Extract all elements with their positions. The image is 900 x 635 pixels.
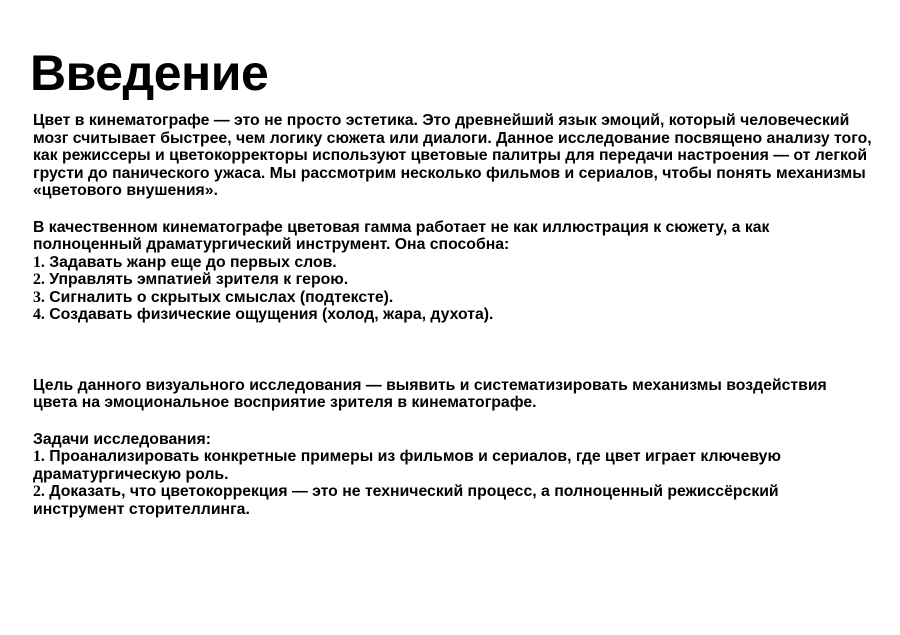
slide-content — [30, 112, 873, 518]
list-item — [33, 448, 873, 483]
list-item — [33, 483, 873, 518]
list-item-number: 1. — [33, 253, 45, 271]
intro-paragraph: Цвет в кинематографе — это не просто эстетика. Это древнейший язык эмоций, который человеческий мозг считывает быстрее, чем логику сюжета или диалоги. Данное исследование посвящено анализу того, как режиссеры и цветокорректоры используют цветовые палитры для передачи настроения — от легкой грусти до панического ужаса. Мы рассмотрим несколько фильмов и сериалов, чтобы понять механизмы «цветового внушения». — [33, 112, 872, 199]
list-item — [33, 289, 873, 307]
tasks-heading: Задачи исследования: — [33, 430, 211, 448]
list-item — [33, 306, 873, 324]
goal-paragraph: Цель данного визуального исследования — выявить и систематизировать механизмы воздействия цвета на эмоциональное восприятие зрителя в кинематографе. — [33, 376, 827, 411]
list-item-number: 2. — [33, 271, 45, 288]
list-item-text: Сигналить о скрытых смыслах (подтексте). — [49, 288, 394, 306]
role-intro-paragraph: В качественном кинематографе цветовая гамма работает не как иллюстрация к сюжету, а как полноценный драматургический инструмент. Она способна: — [33, 218, 770, 253]
list-item-text: Создавать физические ощущения (холод, жара, духота). — [49, 306, 494, 323]
list-item-number: 3. — [33, 288, 45, 306]
list-item-text: Управлять эмпатией зрителя к герою. — [49, 271, 349, 288]
list-item — [33, 271, 873, 289]
list-item-text: Проанализировать конкретные примеры из фильмов и сериалов, где цвет играет ключевую драматургическую роль. — [33, 448, 781, 483]
tasks-list — [33, 448, 873, 518]
list-item-number: 4. — [33, 306, 45, 323]
abilities-list — [33, 254, 873, 324]
list-item — [33, 254, 873, 272]
list-item-number: 2. — [33, 483, 45, 500]
page-title: Введение — [30, 45, 269, 101]
list-item-text: Доказать, что цветокоррекция — это не технический процесс, а полноценный режиссёрский инструмент сторителлинга. — [33, 483, 779, 518]
list-item-text: Задавать жанр еще до первых слов. — [49, 253, 337, 271]
list-item-number: 1. — [33, 448, 45, 465]
